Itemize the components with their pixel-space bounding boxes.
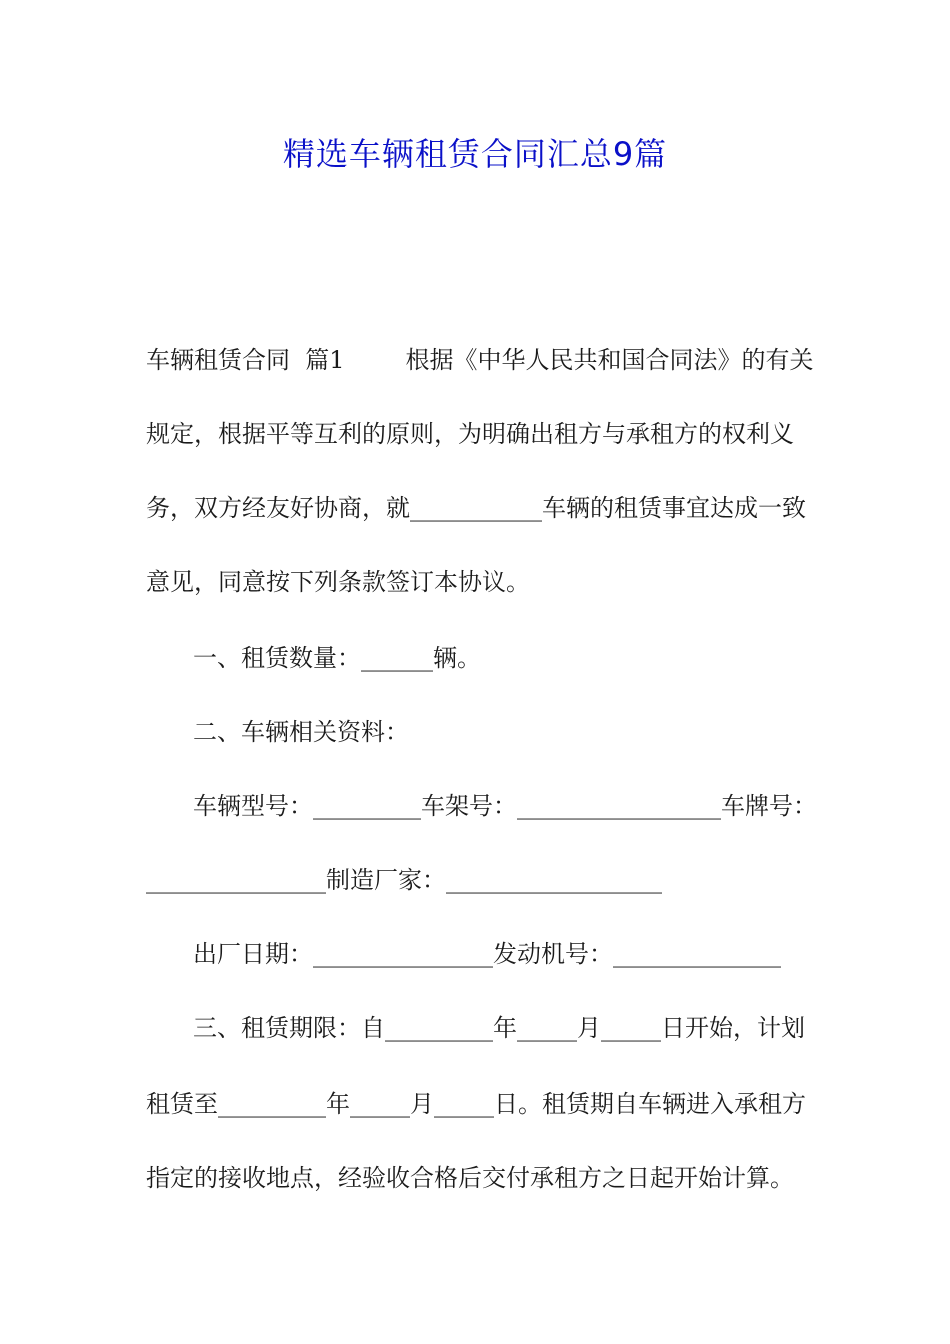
clause-vehicle-info-heading: 二、车辆相关资料： (193, 718, 409, 746)
vehicle-info-line: 出厂日期：_______________发动机号：______________ (193, 940, 781, 968)
vehicle-info-line: 车辆型号：_________车架号：_________________车牌号： (193, 792, 817, 820)
vehicle-info-line: _______________制造厂家：__________________ (146, 866, 662, 894)
paragraph-line: 规定，根据平等互利的原则，为明确出租方与承租方的权利义 (146, 420, 794, 448)
paragraph-line: 车辆租赁合同 篇1 根据《中华人民共和国合同法》的有关 (146, 346, 814, 374)
clause-quantity: 一、租赁数量：______辆。 (193, 644, 481, 672)
paragraph-line: 租赁至_________年_____月_____日。租赁期自车辆进入承租方 (146, 1090, 806, 1118)
clause-lease-term: 三、租赁期限：自_________年_____月_____日开始，计划 (193, 1014, 805, 1042)
paragraph-line: 意见，同意按下列条款签订本协议。 (146, 568, 530, 596)
paragraph-line: 指定的接收地点，经验收合格后交付承租方之日起开始计算。 (146, 1164, 794, 1192)
paragraph-line: 务，双方经友好协商，就___________车辆的租赁事宜达成一致 (146, 494, 806, 522)
document-title: 精选车辆租赁合同汇总9篇 (282, 135, 668, 173)
